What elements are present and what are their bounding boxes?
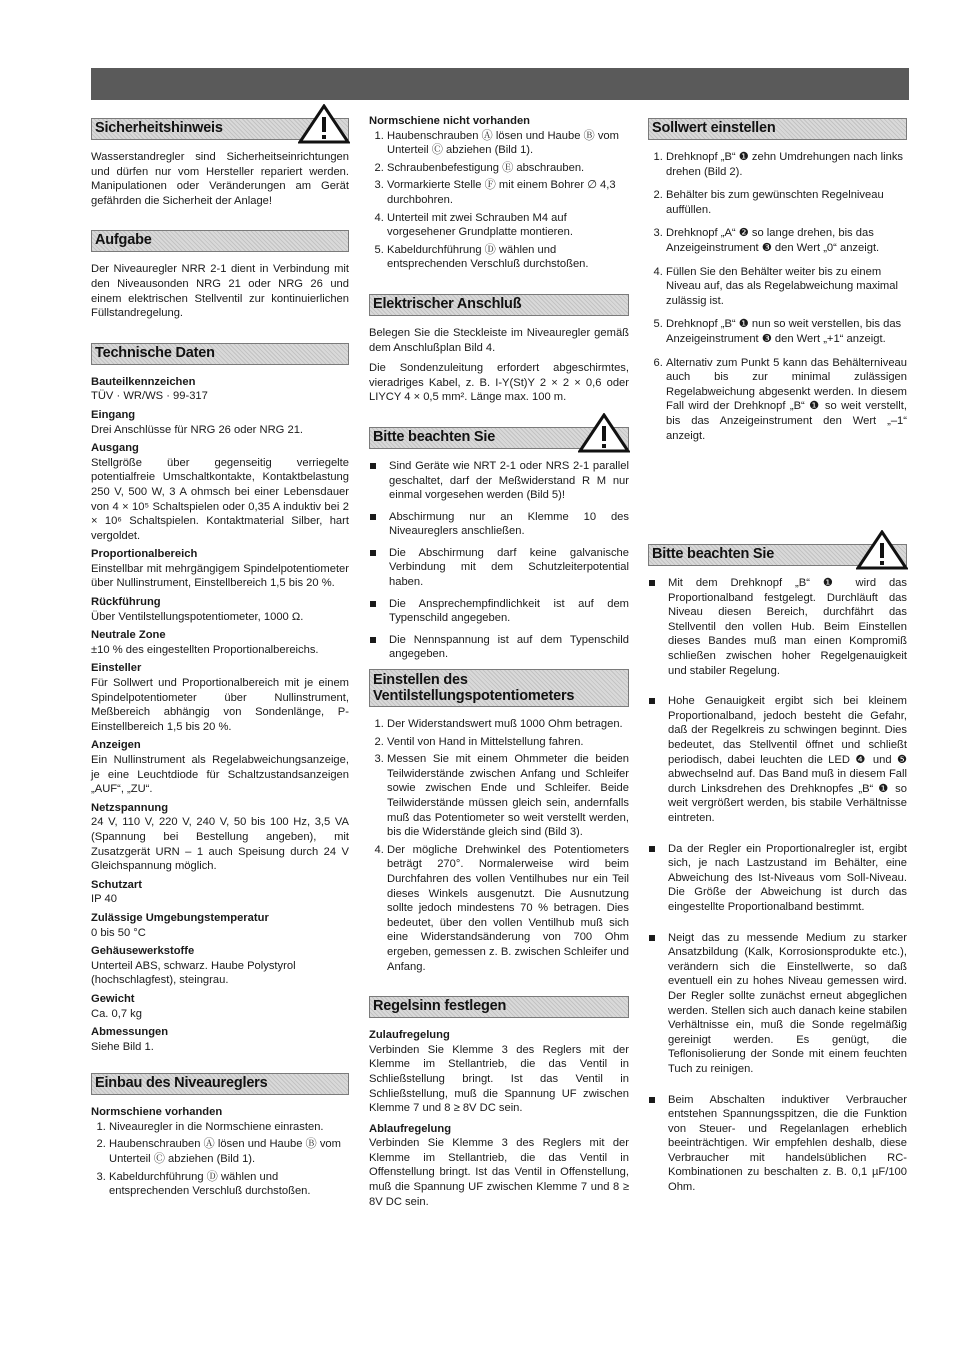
section-heading-sollwert: Sollwert einstellen [648, 118, 907, 140]
spec-value: Für Sollwert und Proportionalbereich mit je einem Spindelpotentiometer über Nullinstrument, Meßbereich abhängig von Sondenlänge, P-Einstellbereich 1,5 bis 20 %. [91, 677, 349, 733]
spec-value: ±10 % des eingestellten Proportionalbereichs. [91, 643, 319, 656]
list-item: 2. Haubenschrauben Ⓐ lösen und Haube Ⓑ vom Unterteil Ⓒ abziehen (Bild 1). [109, 1137, 349, 1166]
warning-triangle-icon [856, 530, 908, 570]
spec-value: Über Ventilstellungspotentiometer, 1000 Ω. [91, 610, 304, 623]
spec-value: Ca. 0,7 kg [91, 1007, 142, 1020]
spec-value: 0 bis 50 °C [91, 926, 146, 939]
section-heading-technische-daten: Technische Daten [91, 343, 349, 365]
list-item: Mit dem Drehknopf „B“ ❶ wird das Proportionalband festgelegt. Durchläuft das Niveau diesen Bereich, durchfährt das Stellventil den vollen Hub. Beim Einstellen dieses Bandes muß man einen Kompromiß schließen zwischen hoher Regelgenauigkeit und stabiler Regelung. [668, 577, 907, 677]
list-item: 3. Kabeldurchführung Ⓓ wählen und entsprechenden Verschluß durchstoßen. [109, 1170, 349, 1199]
spec-label: Bauteilkennzeichen [91, 375, 196, 388]
spec-label: Zulässige Umgebungstemperatur [91, 911, 269, 924]
list-item: 3. Messen Sie mit einem Ohmmeter die beiden Teilwiderstände zwischen Anfang und Schleifer sowie zwischen Ende und Schleifer. Beide Teilwiderstände müssen gleich sein, andernfalls muß das Potentiometer so weit verstellt werden, bis die Widerstände gleich sind (Bild 3). [387, 752, 629, 840]
column-left [91, 114, 349, 1205]
spec-value: Drei Anschlüsse für NRG 26 oder NRG 21. [91, 423, 304, 436]
spec-value: Unterteil ABS, schwarz. Haube Polystyrol (hochschlagfest), steingrau. [91, 959, 296, 987]
section-heading-bitte-beachten: Bitte beachten Sie [369, 427, 629, 449]
spec-label: Gehäusewerkstoffe [91, 945, 195, 958]
subheading-ablaufregelung: Ablaufregelung [369, 1122, 452, 1135]
section-heading-potentiometer: Einstellen des Ventilstellungspotentiometers [369, 669, 629, 707]
spec-label: Abmessungen [91, 1026, 169, 1039]
section-heading-elektrischer-anschluss: Elektrischer Anschluß [369, 294, 629, 316]
potentiometer-steps [369, 717, 629, 974]
spec-value: TÜV · WR/WS · 99-317 [91, 390, 208, 403]
list-item: Neigt das zu messende Medium zu starker Ansatzbildung (Kalk, Korrosionsprodukte etc.), verändern sich die Einstellwerte, so daß eventuell ein zu hohes Niveau gemessen wird. Der Regler sollte zunächst erneut abgeglichen werden. Stellen sich auch danach keine stabilen Verhältnisse ein, muß die Sonde regelmäßig gereinigt werden. Es genügt, die Teflonisolierung der Sonde mit einem feuchten Tuch zu reinigen. [668, 931, 907, 1075]
spec-label: Einsteller [91, 662, 142, 675]
notes-list-2 [648, 576, 907, 1195]
spec-value: Stellgröße über gegenseitig verriegelte potentialfreie Umschaltkontakte, Kontaktbelastung 250 V, 500 W, 3 A ohmsch bei einer Lebensdauer von 4 × 10⁵ Schaltspielen oder 0,35 A induktiv bei 2 × 10⁶ Schaltspielen. Kontaktmaterial Silber, hart vergoldet. [91, 456, 349, 542]
list-item: 6. Alternativ zum Punkt 5 kann das Behälterniveau auch bis zur minimal zulässigen Regelabweichung abgesenkt werden. In diesem Fall wird der Drehknopf „B“ ❶ so weit verstellt, bis das Anzeigeinstrument den Wert „–1“ anzeigt. [666, 356, 907, 444]
spec-value: IP 40 [91, 893, 117, 906]
spec-label: Proportionalbereich [91, 548, 198, 561]
list-item: 2. Behälter bis zum gewünschten Regelniveau auffüllen. [666, 188, 907, 217]
list-item: Beim Abschalten induktiver Verbraucher entstehen Spannungsspitzen, die die Funktion von Steuer- und Regelanlagen erheblich beeinträchtigen. Wir empfehlen deshalb, diese Verbraucher mit handelsüblichen RC-Kombinationen zu beschalten z. B. 0,1 µF/100 Ohm. [668, 1093, 907, 1194]
section-heading-aufgabe: Aufgabe [91, 230, 349, 252]
list-item: 5. Kabeldurchführung Ⓓ wählen und entsprechenden Verschluß durchstoßen. [387, 243, 629, 272]
spec-value: Ein Nullinstrument als Regelabweichungsanzeige, je eine Leuchtdiode für Schaltzustandsanzeigen „AUF“, „ZU“. [91, 754, 349, 796]
spec-value: Siehe Bild 1. [91, 1040, 154, 1053]
zulauf-text: Verbinden Sie Klemme 3 des Reglers mit der Klemme im Stellantrieb, die das Ventil in Schließstellung bringt. Ist das Ventil in Schließstellung, muß die Spannung UF zwischen Klemme 7 und 8 ≥ 8V DC sein. [369, 1043, 629, 1115]
list-item: Die Ansprechempfindlichkeit ist auf dem Typenschild angegeben. [389, 597, 629, 625]
list-item: 1. Drehknopf „B“ ❶ zehn Umdrehungen nach links drehen (Bild 2). [666, 150, 907, 179]
list-item: Sind Geräte wie NRT 2-1 oder NRS 2-1 parallel geschaltet, darf der Meßwiderstand R M nur einmal vorgesehen werden (Bild 5)! [389, 459, 629, 502]
section-heading-sicherheitshinweis: Sicherheitshinweis [91, 118, 349, 140]
list-item: Da der Regler ein Proportionalregler ist, ergibt sich, je nach Lastzustand im Behälter, eine Abweichung des Ist-Niveaus vom Soll-Niveau. Die Größe der Abweichung ist durch das eingestellte Proportionalband bestimmt. [668, 842, 907, 913]
warning-triangle-icon [298, 104, 350, 144]
spec-label: Schutzart [91, 878, 142, 891]
subheading-normschiene-nicht-vorhanden: Normschiene nicht vorhanden [369, 115, 531, 127]
spec-label: Anzeigen [91, 739, 141, 752]
list-item: 1. Niveauregler in die Normschiene einrasten. [109, 1120, 349, 1135]
list-item: 5. Drehknopf „B“ ❶ nun so weit verstellen, bis das Anzeigeinstrument ❸ den Wert „+1“ anzeigt. [666, 317, 907, 346]
subheading-zulaufregelung: Zulaufregelung [369, 1029, 450, 1042]
section-heading-einbau: Einbau des Niveaureglers [91, 1073, 349, 1095]
list-item: Abschirmung nur an Klemme 10 des Niveaureglers anschließen. [389, 510, 629, 538]
list-item: 1. Der Widerstandswert muß 1000 Ohm betragen. [387, 717, 629, 732]
spec-label: Netzspannung [91, 801, 169, 814]
list-item: 4. Der mögliche Drehwinkel des Potentiometers beträgt 270°. Normalerweise wird beim Durchfahren des vollen Ventilhubes nur ein Teil dieses Winkels ausgenutzt. Die Ausnutzung sollte jedoch mindestens 70 % betragen. Dies bedeutet, über den vollen Ventilhub muß sich eine Widerstandsänderung von 700 Ohm ergeben, gemessen z. B. zwischen Schleifer und Anfang. [387, 843, 629, 974]
header-bar [91, 68, 909, 100]
spec-label: Eingang [91, 408, 136, 421]
spec-list [91, 375, 349, 1055]
electrical-text-1: Belegen Sie die Steckleiste im Niveauregler gemäß dem Anschlußplan Bild 4. [369, 326, 629, 354]
warning-triangle-icon [578, 413, 630, 453]
spec-label: Rückführung [91, 596, 161, 609]
electrical-text-2: Die Sondenzuleitung erfordert abgeschirmtes, vieradriges Kabel, z. B. I-Y(St)Y 2 × 2 × 0,6 oder LIYCY 4 × 0,5 mm². Länge max. 100 m. [369, 362, 629, 404]
spec-value: 24 V, 110 V, 220 V, 240 V, 50 bis 100 Hz, 3,5 VA (Spannung bei Bestellung angeben), mit Zusatzgerät URN – 1 auch Speisung durch 24 V Gleichspannung möglich. [91, 816, 349, 873]
install-steps [91, 1120, 349, 1199]
spec-label: Ausgang [91, 442, 139, 455]
list-item: 2. Schraubenbefestigung Ⓔ abschrauben. [387, 161, 629, 176]
safety-text: Wasserstandregler sind Sicherheitseinrichtungen und dürfen nur vom Hersteller repariert werden. Manipulationen oder Veränderungen am Gerät gefährden die Sicherheit der Anlage! [91, 151, 349, 207]
list-item: Die Abschirmung darf keine galvanische Verbindung mit dem Schutzleiterpotential haben. [389, 546, 629, 589]
setpoint-steps [648, 150, 907, 443]
spec-label: Neutrale Zone [91, 629, 166, 642]
list-item: 2. Ventil von Hand in Mittelstellung fahren. [387, 735, 629, 750]
ablauf-text: Verbinden Sie Klemme 3 des Reglers mit der Klemme im Stellantrieb, die das Ventil in Offenstellung bringt. Ist das Ventil in Offenstellung, muß die Spannung UF zwischen Klemme 7 und 8 ≥ 8V DC sein. [369, 1137, 629, 1208]
spec-value: Einstellbar mit mehrgängigem Spindelpotentiometer über Nullinstrument, Einstellbereich 1,5 bis 20 %. [91, 562, 349, 590]
list-item: 3. Drehknopf „A“ ❷ so lange drehen, bis das Anzeigeinstrument ❸ den Wert „0“ anzeigt. [666, 226, 907, 255]
list-item: Hohe Genauigkeit ergibt sich bei kleinem Proportionalband, jedoch besteht die Gefahr, daß der Regelkreis zu schwingen beginnt. Dies bedeutet, das Stellventil öffnet und schließt periodisch, dabei leuchten die LED ❹ und ❺ abwechselnd auf. Das Band muß in diesem Fall durch Linksdrehen des Drehknopfes „B“ ❶ so weit vergrößert werden, bis stabile Verhältnisse eintreten. [668, 695, 907, 824]
list-item: 4. Unterteil mit zwei Schrauben M4 auf vorgesehener Grundplatte montieren. [387, 211, 629, 240]
list-item: 1. Haubenschrauben Ⓐ lösen und Haube Ⓑ vom Unterteil Ⓒ abziehen (Bild 1). [387, 129, 629, 158]
column-right [648, 114, 907, 1211]
section-heading-bitte-beachten-2: Bitte beachten Sie [648, 544, 907, 566]
subheading-normschiene-vorhanden: Normschiene vorhanden [91, 1106, 223, 1119]
section-heading-regelsinn: Regelsinn festlegen [369, 996, 629, 1018]
notes-list [369, 459, 629, 662]
list-item: Die Nennspannung ist auf dem Typenschild angegeben. [389, 633, 629, 661]
column-middle [369, 114, 629, 1215]
list-item: 4. Füllen Sie den Behälter weiter bis zu einem Niveau auf, das als Regelabweichung maximal zulässig ist. [666, 265, 907, 309]
list-item: 3. Vormarkierte Stelle Ⓕ mit einem Bohrer ∅ 4,3 durchbohren. [387, 178, 629, 207]
install-steps-no-rail [369, 129, 629, 272]
spec-label: Gewicht [91, 992, 135, 1005]
task-text: Der Niveauregler NRR 2-1 dient in Verbindung mit den Niveausonden NRG 21 oder NRG 26 und einem elektrischen Stellventil zur kontinuierlichen Füllstandregelung. [91, 263, 349, 320]
